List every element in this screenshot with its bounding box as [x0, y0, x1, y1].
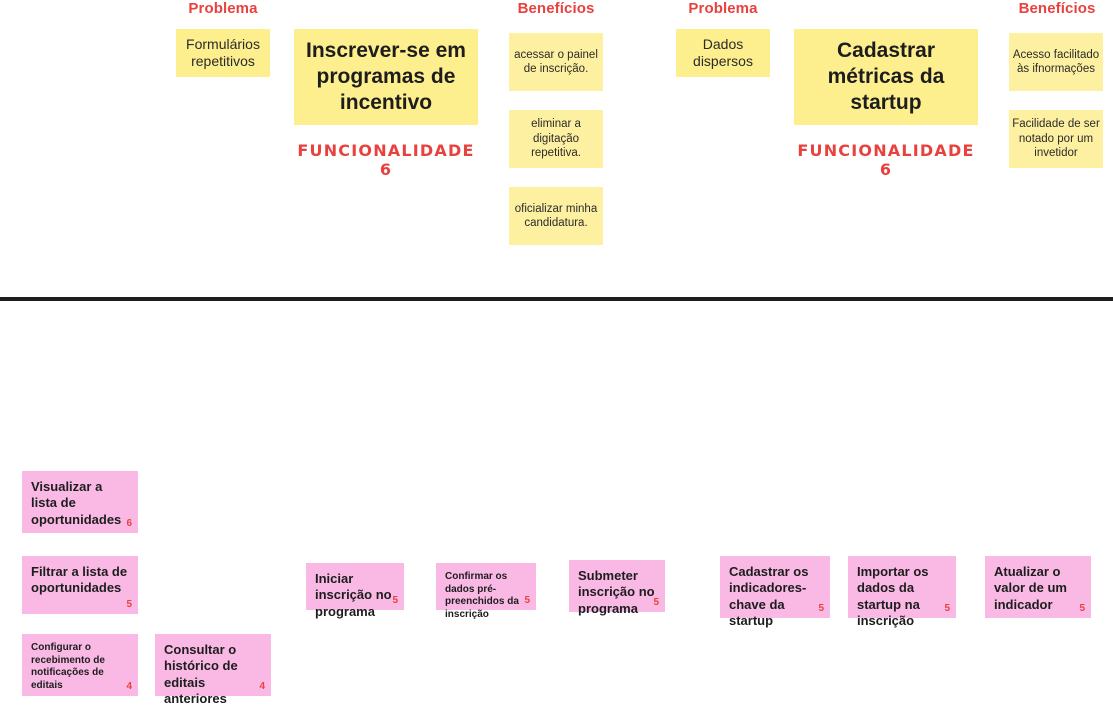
problem-note[interactable]: Dados dispersos	[676, 29, 770, 77]
story-note[interactable]	[22, 471, 138, 533]
problem-note[interactable]: Formulários repetitivos	[176, 29, 270, 77]
story-note[interactable]	[306, 563, 404, 619]
story-note-text: Atualizar o valor de um indicador	[994, 564, 1067, 612]
benefit-note[interactable]: Acesso facilitado às ifnormações	[1009, 33, 1103, 91]
story-note[interactable]	[569, 560, 665, 616]
story-note[interactable]	[720, 556, 830, 628]
story-points: 5	[818, 602, 824, 614]
story-note[interactable]	[155, 634, 271, 706]
story-note-text: Cadastrar os indicadores-chave da startup	[729, 564, 809, 628]
column-header: Benefícios	[517, 0, 595, 17]
feature-note[interactable]: Inscrever-se em programas de incentivo	[294, 29, 478, 125]
benefit-note[interactable]: oficializar minha candidatura.	[509, 187, 603, 245]
story-note-text: Importar os dados da startup na inscrição	[857, 564, 929, 628]
benefit-note[interactable]: eliminar a digitação repetitiva.	[509, 110, 603, 168]
story-note[interactable]	[848, 556, 956, 628]
story-points: 5	[653, 596, 659, 608]
story-note-text: Submeter inscrição no programa	[578, 568, 655, 616]
story-note-text: Visualizar a lista de oportunidades	[31, 479, 122, 527]
benefit-note[interactable]: acessar o painel de inscrição.	[509, 33, 603, 91]
story-points: 4	[259, 680, 265, 692]
story-note[interactable]	[22, 556, 138, 614]
story-note[interactable]	[985, 556, 1091, 618]
story-note-text: Filtrar a lista de oportunidades	[31, 564, 128, 596]
story-note[interactable]	[22, 634, 138, 696]
story-note[interactable]	[436, 563, 536, 620]
story-points: 4	[126, 680, 132, 692]
story-points: 5	[392, 594, 398, 606]
story-note-text: Configurar o recebimento de notificações de editais	[31, 642, 105, 691]
story-points: 5	[944, 602, 950, 614]
story-points: 5	[126, 598, 132, 610]
story-note-text: Confirmar os dados pré-preenchidos da inscrição	[445, 571, 519, 620]
story-points: 5	[1079, 602, 1085, 614]
feature-note[interactable]: Cadastrar métricas da startup	[794, 29, 978, 125]
story-points: 6	[126, 517, 132, 529]
section-divider	[0, 297, 1113, 301]
story-points: 5	[524, 594, 530, 606]
column-header: Problema	[188, 0, 258, 17]
column-header: Benefícios	[1018, 0, 1096, 17]
story-note-text: Iniciar inscrição no programa	[315, 571, 392, 619]
feature-label: FUNCIONALIDADE 6	[797, 141, 975, 179]
column-header: Problema	[688, 0, 758, 17]
feature-label: FUNCIONALIDADE 6	[297, 141, 475, 179]
story-note-text: Consultar o histórico de editais anteriores	[164, 642, 238, 706]
benefit-note[interactable]: Facilidade de ser notado por um invetidor	[1009, 110, 1103, 168]
